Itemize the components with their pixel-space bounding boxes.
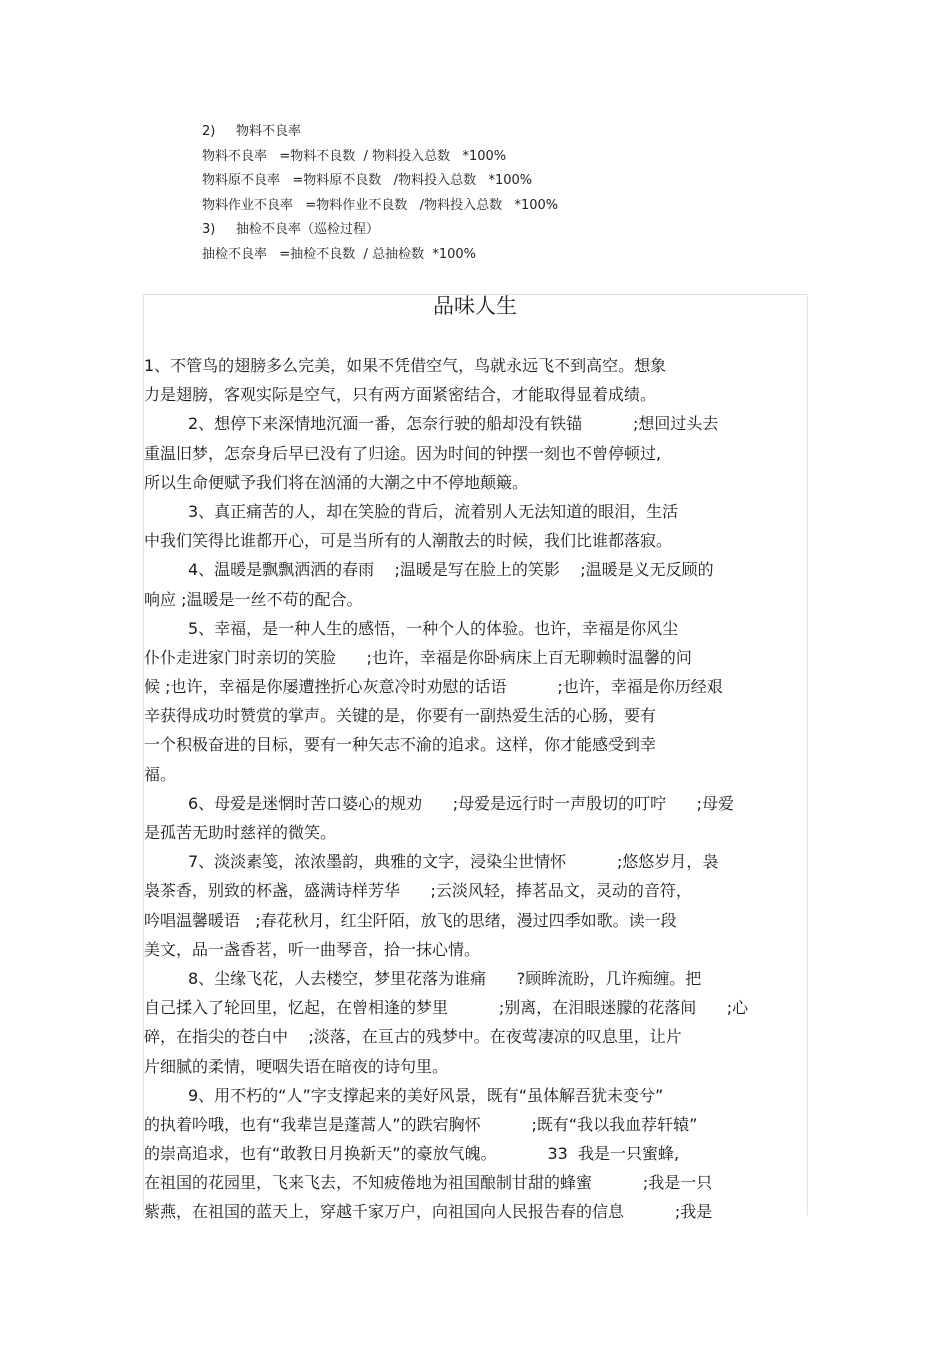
essay-line: 2、想停下来深情地沉湎一番，怎奈行驶的船却没有铁锚 ;想回过头去 (188, 414, 719, 434)
essay-line: 是孤苦无助时慈祥的微笑。 (144, 823, 337, 842)
essay-line: 响应 ;温暖是一丝不苟的配合。 (144, 589, 363, 609)
essay-line: 4、温暖是飘飘洒洒的春雨 ;温暖是写在脸上的笑影 ;温暖是义无反顾的 (188, 560, 714, 580)
essay-line: 一个积极奋进的目标，要有一种矢志不渝的追求。这样，你才能感受到幸 (144, 735, 657, 755)
formula-line: 物料不良率 =物料不良数 / 物料投入总数 *100% (202, 148, 507, 164)
formula-line: 3) 抽检不良率（巡检过程） (202, 222, 380, 238)
essay-line: 中我们笑得比谁都开心，可是当所有的人潮散去的时候，我们比谁都落寂。 (144, 531, 673, 551)
essay-line: 袅茶香，别致的杯盏，盛满诗样芳华 ;云淡风轻，捧茗品文，灵动的音符， (144, 881, 692, 901)
essay-line: 候 ;也许，幸福是你屡遭挫折心灰意冷时劝慰的话语 ;也许，幸福是你历经艰 (144, 677, 723, 697)
formula-line: 物料原不良率 =物料原不良数 /物料投入总数 *100% (202, 173, 533, 189)
essay-line: 紫燕，在祖国的蓝天上，穿越千家万户，向祖国向人民报告春的信息 ;我是 (144, 1202, 713, 1222)
essay-line: 吟唱温馨暖语 ;春花秋月，红尘阡陌，放飞的思绪，漫过四季如歌。读一段 (144, 910, 677, 930)
essay-line: 8、尘缘飞花，人去楼空，梦里花落为谁痛 ?顾眸流盼，几许痴缠。把 (188, 968, 702, 988)
essay-line: 3、真正痛苦的人，却在笑脸的背后，流着别人无法知道的眼泪，生活 (188, 501, 679, 521)
essay-line: 自己揉入了轮回里，忆起，在曾相逢的梦里 ;别离，在泪眼迷朦的花落间 ;心 (144, 998, 749, 1018)
essay-line: 6、母爱是迷惘时苦口婆心的规劝 ;母爱是远行时一声殷切的叮咛 ;母爱 (188, 793, 734, 813)
essay-line: 5、幸福，是一种人生的感悟，一种个人的体验。也许，幸福是你风尘 (188, 618, 679, 638)
essay-line: 辛获得成功时赞赏的掌声。关键的是，你要有一副热爱生活的心肠，要有 (144, 706, 657, 726)
essay-line: 9、用不朽的“人”字支撑起来的美好风景，既有“虽体解吾犹未变兮” (188, 1085, 664, 1105)
formula-line: 物料作业不良率 =物料作业不良数 /物料投入总数 *100% (202, 197, 559, 213)
formula-block (202, 120, 802, 268)
essay-line: 所以生命便赋予我们将在汹涌的大潮之中不停地颠簸。 (144, 472, 529, 492)
formula-line: 2) 物料不良率 (202, 124, 302, 139)
essay-line: 福。 (144, 764, 177, 784)
formula-line: 抽检不良率 =抽检不良数 / 总抽检数 *100% (202, 246, 476, 262)
essay-line: 仆仆走进家门时亲切的笑脸 ;也许，幸福是你卧病床上百无聊赖时温馨的问 (144, 647, 692, 667)
essay-line: 力是翅膀，客观实际是空气，只有两方面紧密结合，才能取得显着成绩。 (144, 385, 657, 405)
essay-line: 的崇高追求，也有“敢教日月换新天”的豪放气魄。 33 我是一只蜜蜂, (144, 1144, 680, 1164)
essay-line: 美文，品一盏香茗，听一曲琴音，拾一抹心情。 (144, 939, 481, 959)
essay-title: 品味人生 (433, 294, 517, 318)
essay-line: 1、不管鸟的翅膀多么完美，如果不凭借空气，鸟就永远飞不到高空。想象 (144, 356, 667, 375)
essay-line: 在祖国的花园里，飞来飞去，不知疲倦地为祖国酿制甘甜的蜂蜜 ;我是一只 (144, 1173, 713, 1193)
essay-line: 7、淡淡素笺，浓浓墨韵，典雅的文字，浸染尘世情怀 ;悠悠岁月，袅 (188, 852, 719, 872)
essay-line: 碎，在指尖的苍白中 ;淡落，在亘古的残梦中。在夜莺凄凉的叹息里，让片 (144, 1027, 682, 1047)
essay-line: 重温旧梦，怎奈身后早已没有了归途。因为时间的钟摆一刻也不曾停顿过, (144, 443, 662, 463)
essay-line: 片细腻的柔情，哽咽失语在暗夜的诗句里。 (144, 1056, 449, 1076)
essay-content (144, 351, 804, 1227)
essay-line: 的执着吟哦，也有“我辈岂是蓬蒿人”的跌宕胸怀 ;既有“我以我血荐轩辕” (144, 1114, 698, 1134)
